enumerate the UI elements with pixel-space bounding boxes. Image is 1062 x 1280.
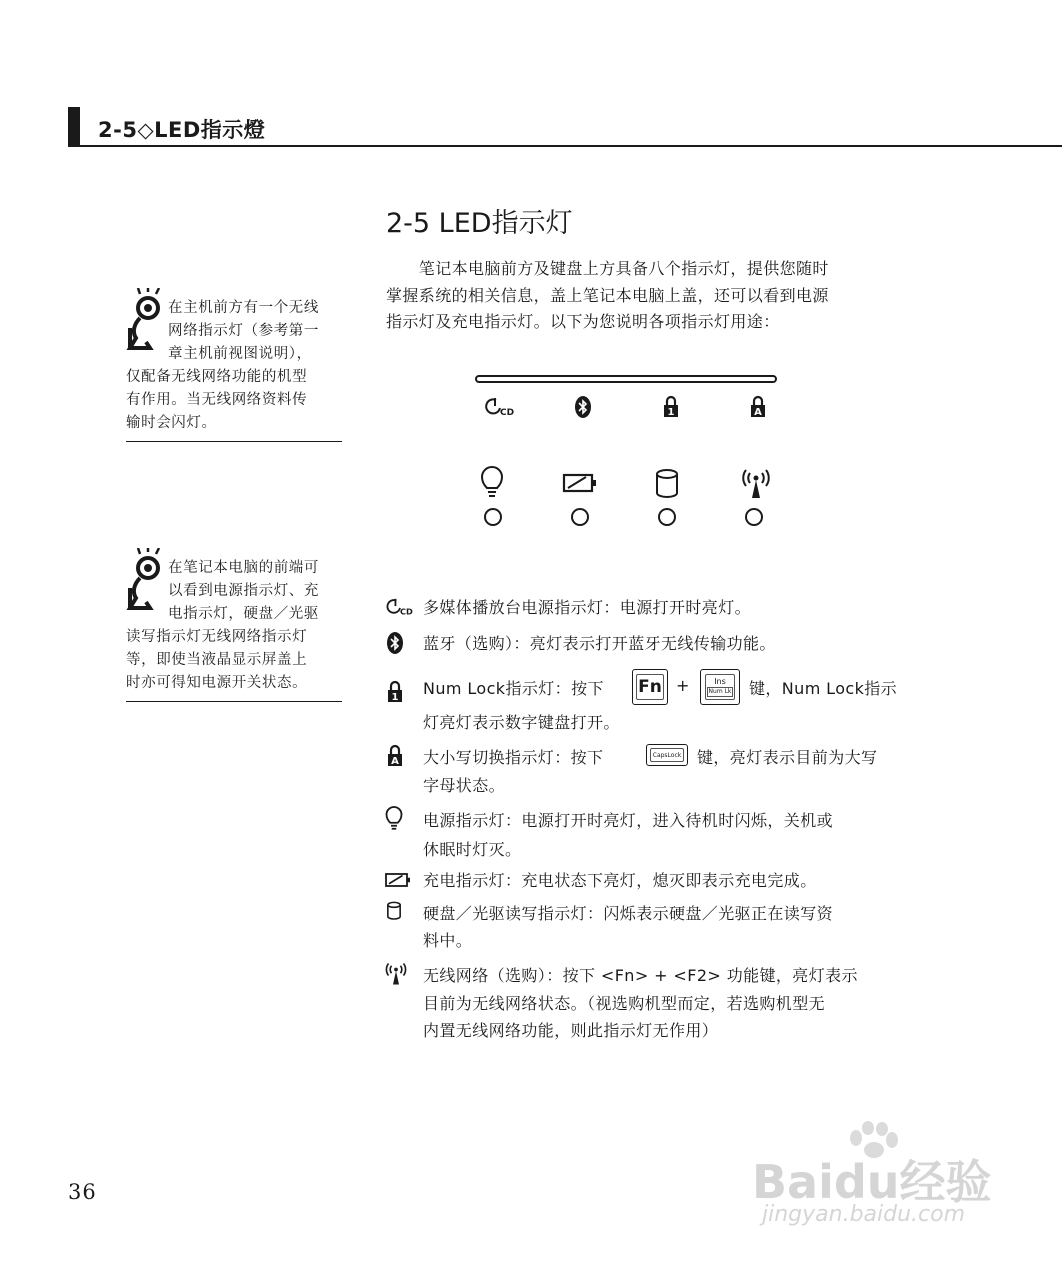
header-bar bbox=[68, 107, 80, 147]
intro-line-1: 笔记本电脑前方及键盘上方具备八个指示灯，提供您随时 bbox=[386, 259, 829, 278]
indicator-dot-wireless bbox=[745, 508, 763, 526]
legend-charge-text: 充电指示灯：充电状态下亮灯，熄灭即表示充电完成。 bbox=[423, 871, 817, 890]
legend-wireless-text-c: 内置无线网络功能，则此指示灯无作用） bbox=[423, 1021, 719, 1040]
note1-line-3: 章主机前视图说明）， bbox=[168, 346, 312, 362]
note1-line-2: 网络指示灯（参考第一 bbox=[168, 323, 319, 339]
section-title: 2-5 LED指示灯 bbox=[386, 208, 573, 239]
legend-bluetooth-text: 蓝牙（选购）：亮灯表示打开蓝牙无线传输功能。 bbox=[423, 634, 776, 653]
legend-numlock-text-c: 灯亮灯表示数字键盘打开。 bbox=[423, 713, 620, 732]
media-power-cd-label: CD bbox=[500, 408, 515, 418]
capslock-icon-label: A bbox=[754, 407, 762, 418]
bluetooth-icon bbox=[574, 395, 592, 419]
note1-line-6: 输时会闪灯。 bbox=[126, 415, 217, 431]
note1-rule bbox=[126, 441, 342, 442]
legend-capslock-icon bbox=[386, 744, 404, 768]
sidebar-note-2 bbox=[126, 558, 342, 704]
legend-power-icon bbox=[385, 806, 403, 832]
indicator-dot-charge bbox=[571, 508, 589, 526]
legend-power-text-a: 电源指示灯：电源打开时亮灯，进入待机时闪烁，关机或 bbox=[423, 811, 834, 830]
numlk-key-label: Num Lk bbox=[708, 687, 732, 695]
note2-line-2: 以看到电源指示灯、充 bbox=[168, 583, 319, 599]
legend-hdd-icon bbox=[386, 901, 402, 921]
ins-key-label: Ins bbox=[714, 676, 726, 686]
capslock-key-label: CapsLock bbox=[650, 748, 684, 762]
capslock-icon bbox=[749, 395, 767, 419]
legend-power-text-b: 休眠时灯灭。 bbox=[423, 840, 522, 859]
legend-capslock-text-a: 大小写切换指示灯：按下 bbox=[423, 748, 604, 767]
legend-charge-icon bbox=[384, 871, 412, 889]
legend-wireless-text-a: 无线网络（选购）：按下 <Fn> + <F2> 功能键，亮灯表示 bbox=[423, 966, 858, 985]
tip-bulb-icon bbox=[126, 548, 166, 610]
legend-bluetooth-icon bbox=[386, 631, 404, 655]
keyboard-edge-bar bbox=[475, 375, 777, 383]
ins-numlk-key bbox=[700, 669, 740, 705]
legend-wireless-text-b: 目前为无线网络状态。（视选购机型而定，若选购机型无 bbox=[423, 994, 826, 1013]
fn-key bbox=[632, 669, 668, 705]
legend-hdd-text-a: 硬盘／光驱读写指示灯：闪烁表示硬盘／光驱正在读写资 bbox=[423, 904, 834, 923]
legend-numlock-label: 1 bbox=[391, 692, 399, 703]
note2-line-5: 等，即使当液晶显示屏盖上 bbox=[126, 652, 308, 668]
fn-key-label: Fn bbox=[636, 674, 663, 700]
legend-hdd-text-b: 料中。 bbox=[423, 931, 473, 950]
legend-numlock-plus: + bbox=[676, 676, 690, 695]
note2-line-6: 时亦可得知电源开关状态。 bbox=[126, 675, 308, 691]
legend-capslock-text-c: 字母状态。 bbox=[423, 776, 506, 795]
numlock-icon bbox=[662, 395, 680, 419]
tip-bulb-icon bbox=[126, 288, 166, 350]
note1-line-5: 有作用。当无线网络资料传 bbox=[126, 392, 308, 408]
note2-line-3: 电指示灯，硬盘／光驱 bbox=[168, 606, 319, 622]
watermark-url: jingyan.baidu.com bbox=[762, 1202, 966, 1227]
capslock-key bbox=[646, 744, 688, 766]
battery-charge-icon bbox=[562, 471, 598, 495]
numlock-icon-label: 1 bbox=[667, 407, 675, 418]
page-number: 36 bbox=[68, 1180, 97, 1204]
legend-media-cd-label: CD bbox=[400, 606, 413, 617]
header-title: 2-5◇LED指示燈 bbox=[98, 118, 266, 142]
note2-line-1: 在笔记本电脑的前端可 bbox=[168, 560, 319, 576]
hdd-icon bbox=[654, 468, 680, 500]
power-bulb-icon bbox=[480, 466, 504, 500]
indicator-dot-power bbox=[484, 508, 502, 526]
sidebar-note-1 bbox=[126, 298, 342, 444]
legend-wireless-icon bbox=[384, 962, 408, 986]
note1-line-1: 在主机前方有一个无线 bbox=[168, 300, 319, 316]
watermark-brand: Baidu经验 bbox=[752, 1155, 992, 1209]
legend-numlock-text-b: 键，Num Lock指示 bbox=[749, 679, 898, 698]
legend-numlock-text-a: Num Lock指示灯：按下 bbox=[423, 679, 604, 698]
intro-line-2: 掌握系统的相关信息，盖上笔记本电脑上盖，还可以看到电源 bbox=[386, 286, 829, 305]
header-rule bbox=[68, 145, 1062, 147]
legend-media-power-icon bbox=[385, 597, 415, 617]
wireless-icon bbox=[740, 468, 772, 500]
note2-rule bbox=[126, 701, 342, 702]
legend-capslock-label: A bbox=[391, 756, 399, 767]
legend-media-text: 多媒体播放台电源指示灯：电源打开时亮灯。 bbox=[423, 598, 752, 617]
legend-numlock-icon bbox=[386, 680, 404, 704]
indicator-dot-hdd bbox=[658, 508, 676, 526]
baidu-watermark bbox=[752, 1120, 1002, 1240]
note1-line-4: 仅配备无线网络功能的机型 bbox=[126, 369, 308, 385]
media-power-icon bbox=[484, 396, 516, 418]
note2-line-4: 读写指示灯无线网络指示灯 bbox=[126, 629, 308, 645]
intro-line-3: 指示灯及充电指示灯。以下为您说明各项指示灯用途： bbox=[386, 312, 780, 331]
legend-capslock-text-b: 键，亮灯表示目前为大写 bbox=[697, 748, 878, 767]
